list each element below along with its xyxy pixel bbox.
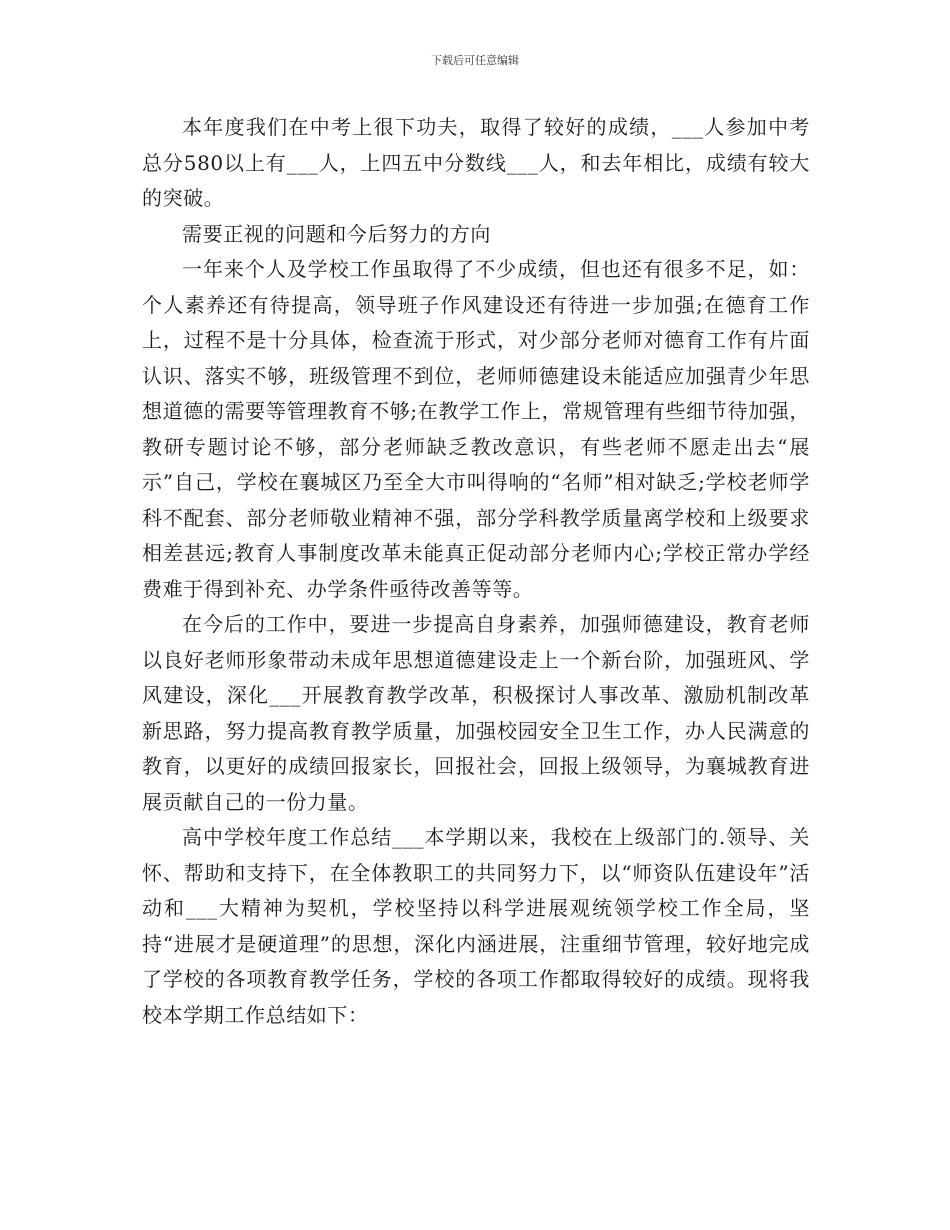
paragraph-future-work: 在今后的工作中，要进一步提高自身素养，加强师德建设，教育老师以良好老师形象带动未成年思想道德建设走上一个新台阶，加强班风、学风建设，深化___开展教育教学改革，积极探讨人事改革、激励机制改革新思路，努力提高教育教学质量，加强校园安全卫生工作，办人民满意的教育，以更好的成绩回报家长，回报社会，回报上级领导，为襄城教育进展贡献自己的一份力量。	[142, 612, 810, 814]
page-header: 下载后可任意编辑	[431, 54, 519, 67]
document-body	[142, 110, 810, 1033]
paragraph-section-heading: 需要正视的问题和今后努力的方向	[182, 221, 491, 246]
paragraph-shortcomings: 一年来个人及学校工作虽取得了不少成绩，但也还有很多不足，如：个人素养还有待提高，领导班子作风建设还有待进一步加强;在德育工作上，过程不是十分具体，检查流于形式，对少部分老师对德育工作有片面认识、落实不够，班级管理不到位，老师师德建设未能适应加强青少年思想道德的需要等管理教育不够;在教学工作上，常规管理有些细节待加强，教研专题讨论不够，部分老师缺乏教改意识，有些老师不愿走出去“展示”自己，学校在襄城区乃至全大市叫得响的“名师”相对缺乏;学校老师学科不配套、部分老师敬业精神不强，部分学科教学质量离学校和上级要求相差甚远;教育人事制度改革未能真正促动部分老师内心;学校正常办学经费难于得到补充、办学条件亟待改善等等。	[142, 257, 810, 601]
paragraph-exam-results: 本年度我们在中考上很下功夫，取得了较好的成绩，___人参加中考总分580以上有___人，上四五中分数线___人，和去年相比，成绩有较大的突破。	[142, 115, 810, 210]
paragraph-semester-summary: 高中学校年度工作总结___本学期以来，我校在上级部门的.领导、关怀、帮助和支持下，在全体教职工的共同努力下，以“师资队伍建设年”活动和___大精神为契机，学校坚持以科学进展观统领学校工作全局，坚持“进展才是硬道理”的思想，深化内涵进展，注重细节管理，较好地完成了学校的各项教育教学任务，学校的各项工作都取得较好的成绩。现将我校本学期工作总结如下：	[142, 825, 810, 1027]
